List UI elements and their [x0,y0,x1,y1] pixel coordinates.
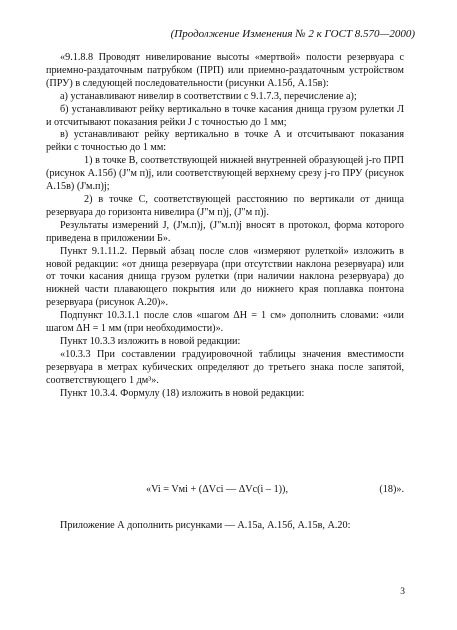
list-item-v: в) устанавливают рейку вертикально в точке А и отсчитывают показания рейки с точностью до 1 мм: [46,129,404,154]
list-item-b: б) устанавливают рейку вертикально в точке касания днища грузом рулетки Л и отсчитывают показания рейки J с точностью до 1 мм; [46,103,404,128]
paragraph-10-3-4: Пункт 10.3.4. Формулу (18) изложить в новой редакции: [60,387,305,399]
paragraph-10-3-1-1: Подпункт 10.3.1.1 после слов «шагом ΔН = 1 см» дополнить словами: «или шагом ΔН = 1 мм (при необходимости)». [46,310,404,335]
formula-number: (18)». [379,484,404,495]
sub-item-1: 1) в точке В, соответствующей нижней внутренней образующей j-го ПРП (рисунок А.15б) (J"м п)j, или соответствующей верхнему срезу j-го ПРУ (рисунок А.15в) (J'м.п)j; [46,155,404,193]
formula-expression: «Vi = Vмi + (ΔVci — ΔVc(i – 1)), [146,484,288,495]
sub-item-2: 2) в точке С, соответствующей расстоянию по вертикали от днища резервуара до горизонта нивелира (J"м п)j, (J"м п)j. [46,193,404,218]
document-body [46,52,404,531]
paragraph-10-3-3-intro: Пункт 10.3.3 изложить в новой редакции: [60,335,241,347]
list-item-a: а) устанавливают нивелир в соответствии с 9.1.7.3, перечисление а); [60,90,357,102]
results-paragraph: Результаты измерений J, (J'м.п)j, (J"м.п)j вносят в протокол, форма которого приведена в приложении Б». [46,219,404,244]
page-number: 3 [400,587,405,597]
paragraph-9-1-11-2: Пункт 9.1.11.2. Первый абзац после слов «измеряют рулеткой» изложить в новой редакции: «от днища резервуара (при отсутствии наклона резервуара) или от точки касания днища грузом рулетки (при наличии наклона резервуара) до нижней части плавающего покрытия или до нижнего края поплавка понтона резервуара (рисунок А.20)». [46,245,404,309]
formula-18 [46,484,404,498]
page-header: (Продолжение Изменения № 2 к ГОСТ 8.570—2000) [170,28,415,40]
paragraph-9-1-8-8: «9.1.8.8 Проводят нивелирование высоты «мертвой» полости резервуара с приемно-раздаточным патрубком (ПРП) или приемно-раздаточным устройством (ПРУ) в следующей последовательности (рисунки А.15б, А.15в): [46,52,404,89]
paragraph-10-3-3: «10.3.3 При составлении градуировочной таблицы значения вместимости резервуара в метрах кубических определяют до третьего знака после запятой, соответствующего 1 дм³». [46,348,404,386]
appendix-a-paragraph: Приложение А дополнить рисунками — А.15а, А.15б, А.15в, А.20: [60,520,351,531]
